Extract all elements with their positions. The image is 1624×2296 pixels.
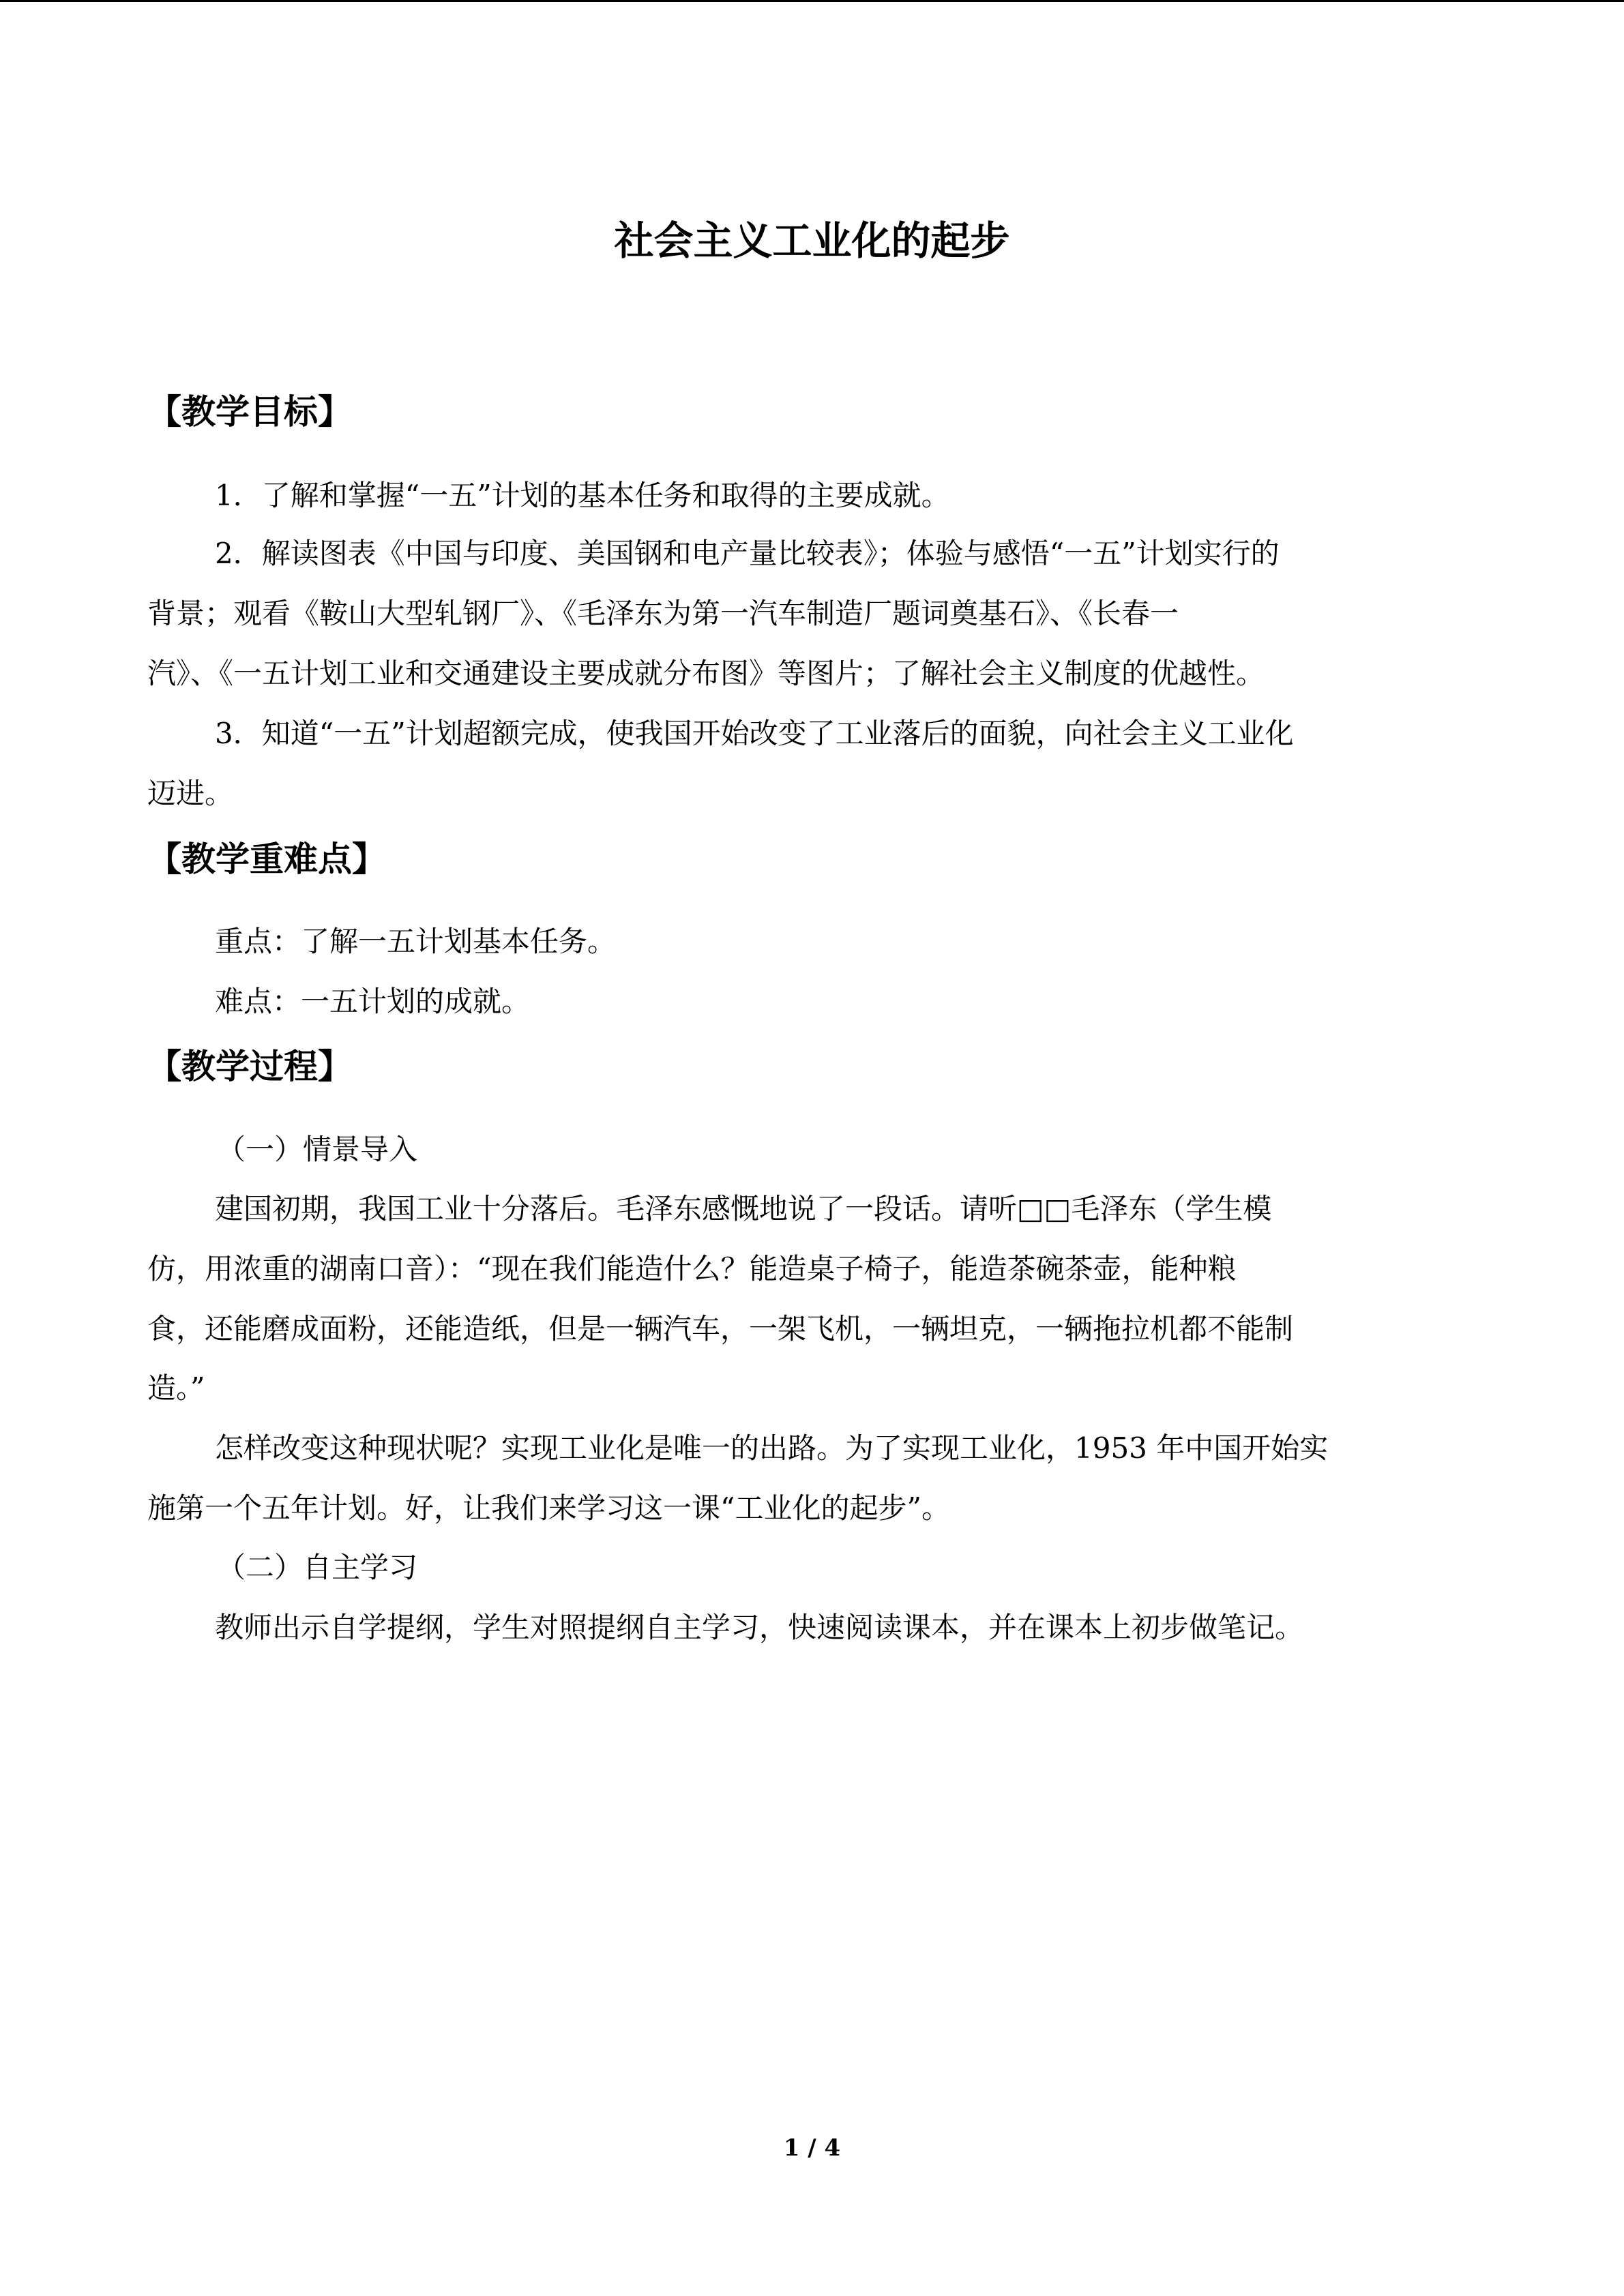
page-number: 1 / 4: [783, 2134, 841, 2162]
objective-line-2: 2．解读图表《中国与印度、美国钢和电产量比较表》；体验与感悟“一五”计划实行的: [215, 537, 1280, 570]
process-line-2: 仿，用浓重的湖南口音）：“现在我们能造什么？能造桌子椅子，能造茶碗茶壶，能种粮: [147, 1252, 1237, 1285]
section-heading-process: 【教学过程】: [147, 1047, 352, 1086]
objective-line-5: 3．知道“一五”计划超额完成，使我国开始改变了工业落后的面貌，向社会主义工业化: [215, 717, 1294, 750]
objective-line-3: 背景；观看《鞍山大型轧钢厂》、《毛泽东为第一汽车制造厂题词奠基石》、《长春一: [147, 597, 1179, 630]
process-line-1: 建国初期，我国工业十分落后。毛泽东感慨地说了一段话。请听□□毛泽东（学生模: [215, 1192, 1272, 1225]
process-line-5: 怎样改变这种现状呢？实现工业化是唯一的出路。为了实现工业化，1953 年中国开始实: [215, 1431, 1329, 1465]
process-subheading-intro: （一）情景导入: [217, 1133, 418, 1166]
process-line-4: 造。”: [147, 1371, 205, 1405]
process-line-7: 教师出示自学提纲，学生对照提纲自主学习，快速阅读课本，并在课本上初步做笔记。: [215, 1611, 1304, 1644]
section-heading-key-points: 【教学重难点】: [147, 839, 386, 879]
process-line-3: 食，还能磨成面粉，还能造纸，但是一辆汽车，一架飞机，一辆坦克，一辆拖拉机都不能制: [147, 1312, 1294, 1345]
key-point-line-2: 难点：一五计划的成就。: [215, 985, 531, 1018]
process-line-6: 施第一个五年计划。好，让我们来学习这一课“工业化的起步”。: [147, 1491, 950, 1525]
key-point-line-1: 重点：了解一五计划基本任务。: [215, 925, 617, 958]
objective-line-6: 迈进。: [147, 777, 234, 810]
objective-line-4: 汽》、《一五计划工业和交通建设主要成就分布图》等图片；了解社会主义制度的优越性。: [147, 657, 1265, 690]
section-heading-objectives: 【教学目标】: [147, 392, 352, 432]
objective-line-1: 1．了解和掌握“一五”计划的基本任务和取得的主要成就。: [215, 479, 950, 512]
process-subheading-self-study: （二）自主学习: [217, 1551, 418, 1584]
document-title: 社会主义工业化的起步: [614, 218, 1010, 264]
